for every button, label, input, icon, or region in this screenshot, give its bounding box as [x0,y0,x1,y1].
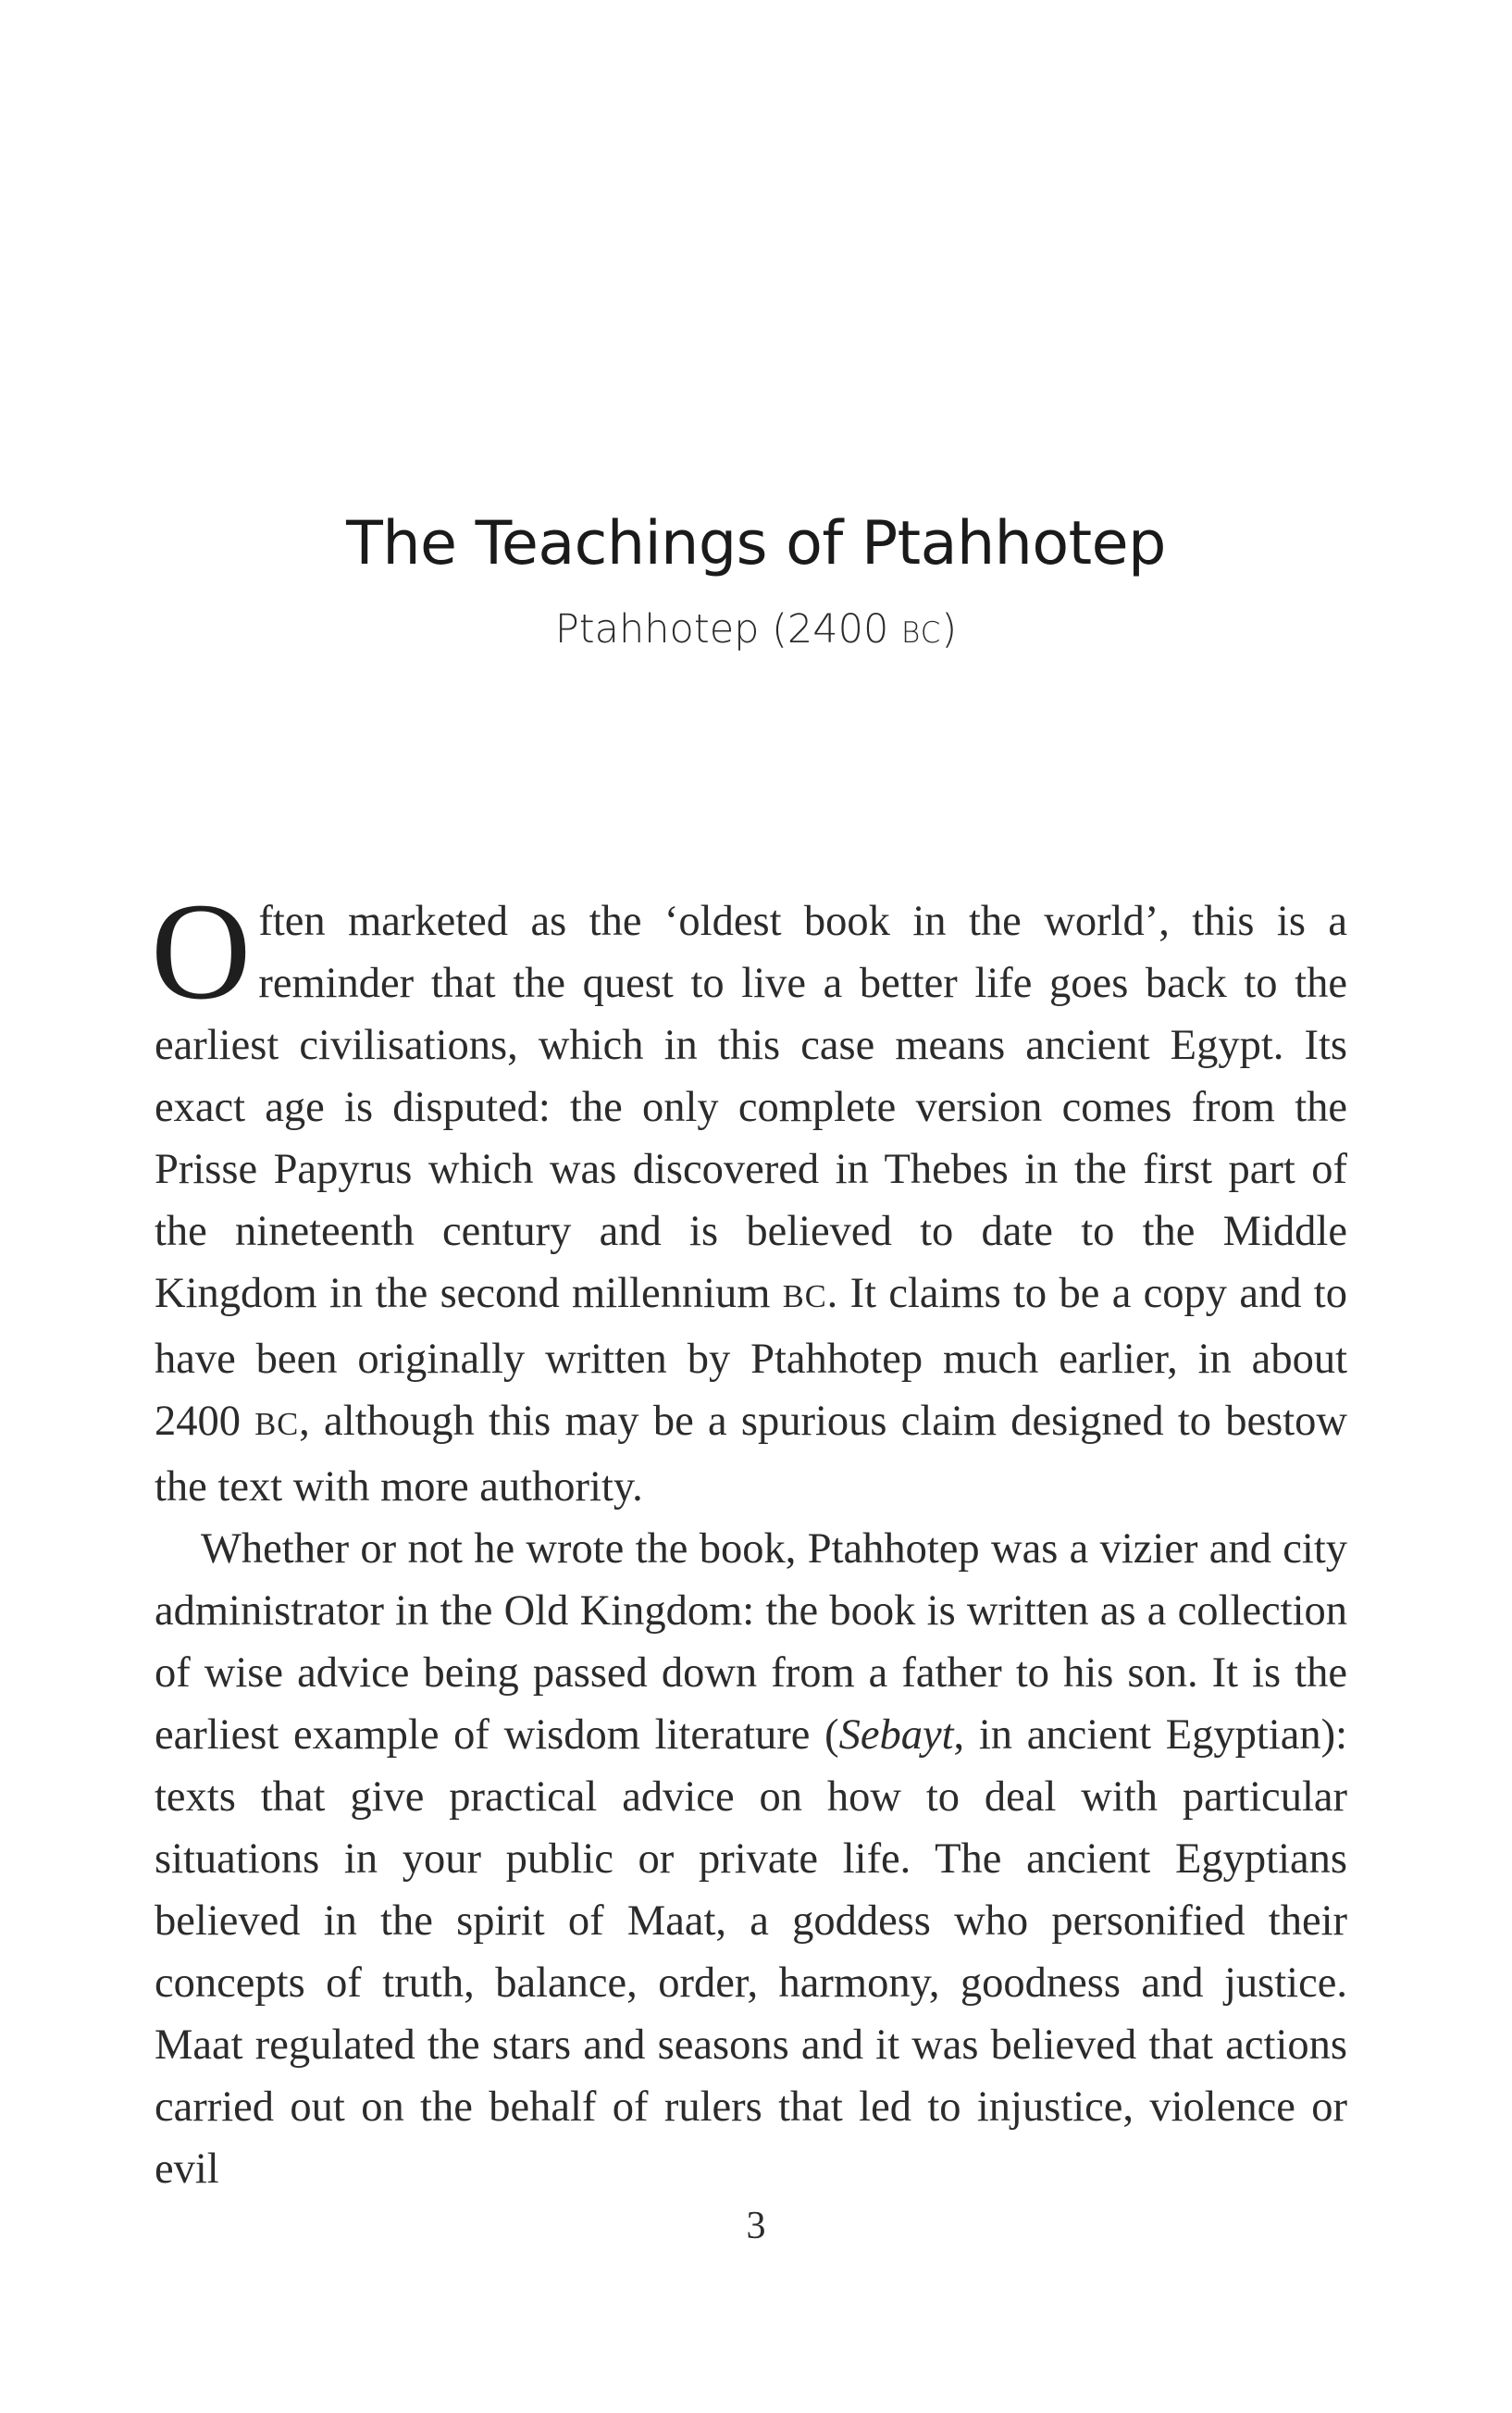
author-text: Ptahhotep (2400 [554,606,901,653]
era-abbreviation: BC [782,1279,827,1314]
chapter-author [0,602,1512,661]
paragraph-1-text-c: , although this may be a spurious claim designed to bestow the text with more authority. [155,1398,1348,1511]
paragraph-2-text-b: , in ancient Egyptian): texts that give practical advice on how to deal with particular situations in your public or private life. The ancient Egyptians believed in the spirit of Maat, a goddess who personified their concepts of truth, balance, order, harmony, goodness and justice. Maat regulated the stars and seasons and it was believed that actions carried out on the behalf of rulers that led to injustice, violence or evil [155,1711,1347,2193]
paragraph-2-text-a: Whether or not he wrote the book, Ptahhotep was a vizier and city administrator in the Old Kingdom: the book is written as a collection of wise advice being passed down from a father to his son. It is the earliest example of wisdom literature ( [155,1525,1347,1759]
chapter-title: The Teachings of Ptahhotep [346,509,1166,578]
body-text [151,875,1348,2200]
drop-cap: O [151,875,252,1028]
author-suffix: ) [941,606,958,653]
era-abbreviation: BC [254,1407,300,1442]
paragraph-2 [155,1518,1347,2200]
italic-term: Sebayt [838,1711,954,1759]
paragraph-1-text-b: . It claims to be a copy and to have been originally written by Ptahhotep much earlier, in about 2400 [155,1270,1347,1445]
author-era: BC [900,616,942,650]
paragraph-1 [151,875,1348,1518]
paragraph-1-text-a: ften marketed as the ‘oldest book in the world’, this is a reminder that the quest to live a better life goes back to the earliest civilisations, which in this case means ancient Egypt. Its exact age is disputed: the only complete version comes from the Prisse Papyrus which was discovered in Thebes in the first part of the nineteenth century and is believed to date to the Middle Kingdom in the second millennium [155,898,1347,1317]
page-number: 3 [746,2205,766,2247]
